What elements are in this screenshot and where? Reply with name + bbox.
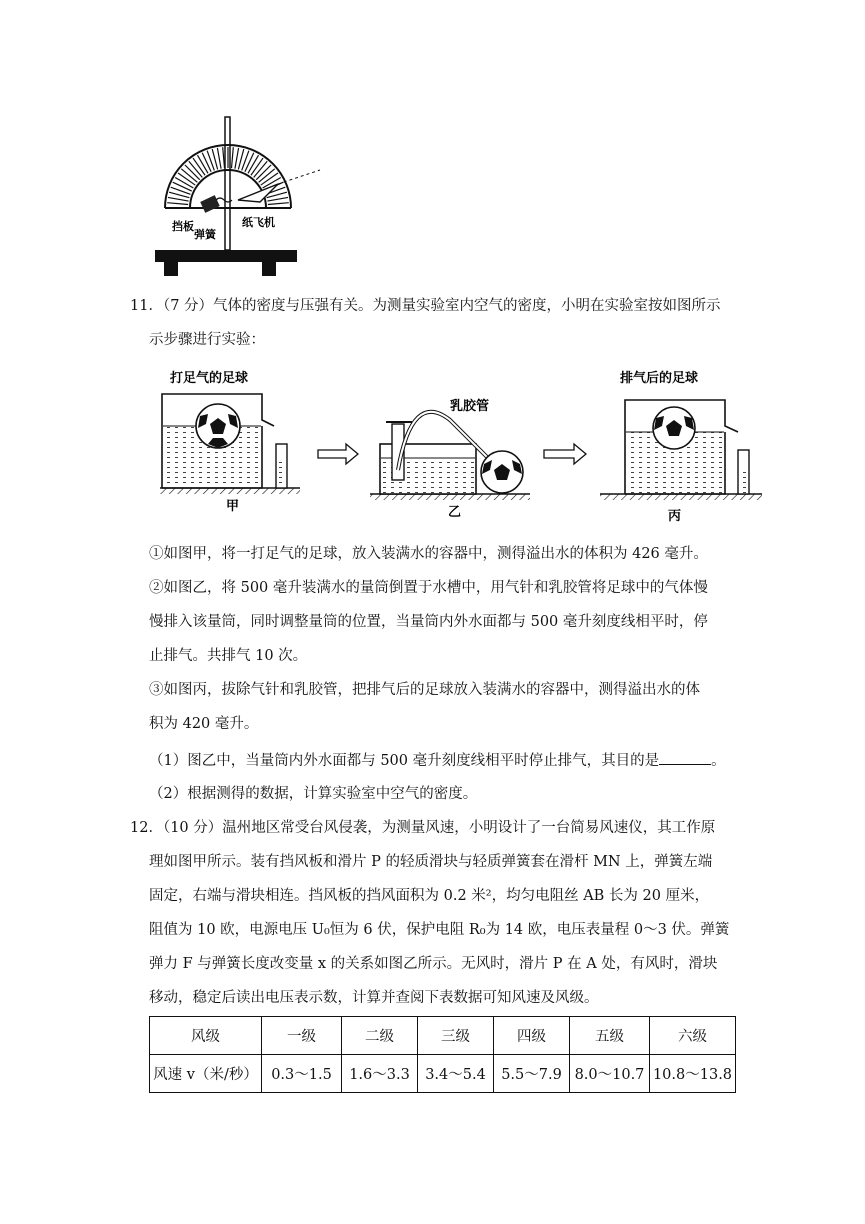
table-cell: 二级 bbox=[342, 1017, 418, 1055]
baffle-label: 挡板 bbox=[172, 220, 194, 233]
q12-line-3: 固定，右端与滑块相连。挡风板的挡风面积为 0.2 米²，均匀电阻丝 AB 长为 20 厘米， bbox=[149, 888, 710, 904]
wind-scale-table bbox=[149, 1016, 736, 1093]
q12-line-6: 移动，稳定后读出电压表示数，计算并查阅下表数据可知风速及风级。 bbox=[149, 990, 599, 1006]
label-latex-tube: 乳胶管 bbox=[450, 399, 490, 414]
q12-line-1: 12．（10 分）温州地区常受台风侵袭，为测量风速，小明设计了一台简易风速仪，其工作原 bbox=[130, 820, 716, 836]
q11-sub-1-end: 。 bbox=[711, 753, 726, 769]
q11-sub-1-text: （1）图乙中，当量筒内外水面都与 500 毫升刻度线相平时停止排气，其目的是 bbox=[149, 753, 660, 769]
q11-line-1: 11．（7 分）气体的密度与压强有关。为测量实验室内空气的密度，小明在实验室按如图所示 bbox=[130, 298, 721, 314]
label-deflated-ball: 排气后的足球 bbox=[620, 371, 699, 386]
table-cell: 六级 bbox=[650, 1017, 736, 1055]
football-icon bbox=[196, 404, 240, 448]
table-cell: 风级 bbox=[150, 1017, 262, 1055]
table-cell: 1.6～3.3 bbox=[342, 1055, 418, 1093]
q11-line-2: 示步骤进行实验： bbox=[149, 332, 265, 348]
table-cell: 0.3～1.5 bbox=[262, 1055, 342, 1093]
plane-label: 纸飞机 bbox=[242, 216, 275, 229]
table-cell: 3.4～5.4 bbox=[418, 1055, 494, 1093]
label-inflated-ball: 打足气的足球 bbox=[170, 371, 249, 386]
table-cell: 风速 v（米/秒） bbox=[150, 1055, 262, 1093]
table-cell: 5.5～7.9 bbox=[494, 1055, 570, 1093]
table-cell: 四级 bbox=[494, 1017, 570, 1055]
q11-step-3a: ③如图丙，拔除气针和乳胶管，把排气后的足球放入装满水的容器中，测得溢出水的体 bbox=[149, 682, 700, 698]
q12-line-4: 阻值为 10 欧，电源电压 U₀恒为 6 伏，保护电阻 R₀为 14 欧，电压表量程 0～3 伏。弹簧 bbox=[149, 922, 730, 938]
protractor-apparatus-figure bbox=[150, 112, 350, 282]
q11-step-2c: 止排气。共排气 10 次。 bbox=[149, 648, 308, 664]
q11-step-1: ①如图甲，将一打足气的足球，放入装满水的容器中，测得溢出水的体积为 426 毫升。 bbox=[149, 546, 708, 562]
q11-sub-question-2: （2）根据测得的数据，计算实验室中空气的密度。 bbox=[149, 786, 478, 802]
q11-sub-question-1 bbox=[149, 750, 726, 771]
table-cell: 8.0～10.7 bbox=[570, 1055, 650, 1093]
football-icon bbox=[653, 407, 695, 449]
caption-yi: 乙 bbox=[448, 505, 462, 520]
answer-blank[interactable] bbox=[659, 750, 711, 765]
table-header-row bbox=[150, 1017, 736, 1055]
table-cell: 五级 bbox=[570, 1017, 650, 1055]
football-icon bbox=[481, 451, 523, 493]
q12-line-5: 弹力 F 与弹簧长度改变量 x 的关系如图乙所示。无风时，滑片 P 在 A 处，有风时，滑块 bbox=[149, 956, 718, 972]
caption-bing: 丙 bbox=[668, 509, 682, 522]
q11-step-3b: 积为 420 毫升。 bbox=[149, 716, 259, 732]
table-cell: 10.8～13.8 bbox=[650, 1055, 736, 1093]
q12-line-2: 理如图甲所示。装有挡风板和滑片 P 的轻质滑块与轻质弹簧套在滑杆 MN 上，弹簧左端 bbox=[149, 854, 713, 870]
football-experiment-figure bbox=[150, 360, 770, 522]
q11-step-2a: ②如图乙，将 500 毫升装满水的量筒倒置于水槽中，用气针和乳胶管将足球中的气体慢 bbox=[149, 580, 708, 596]
table-row bbox=[150, 1055, 736, 1093]
table-cell: 三级 bbox=[418, 1017, 494, 1055]
table-cell: 一级 bbox=[262, 1017, 342, 1055]
caption-jia: 甲 bbox=[226, 499, 240, 514]
q11-step-2b: 慢排入该量筒，同时调整量筒的位置，当量筒内外水面都与 500 毫升刻度线相平时，停 bbox=[149, 614, 708, 630]
spring-label: 弹簧 bbox=[194, 228, 216, 241]
